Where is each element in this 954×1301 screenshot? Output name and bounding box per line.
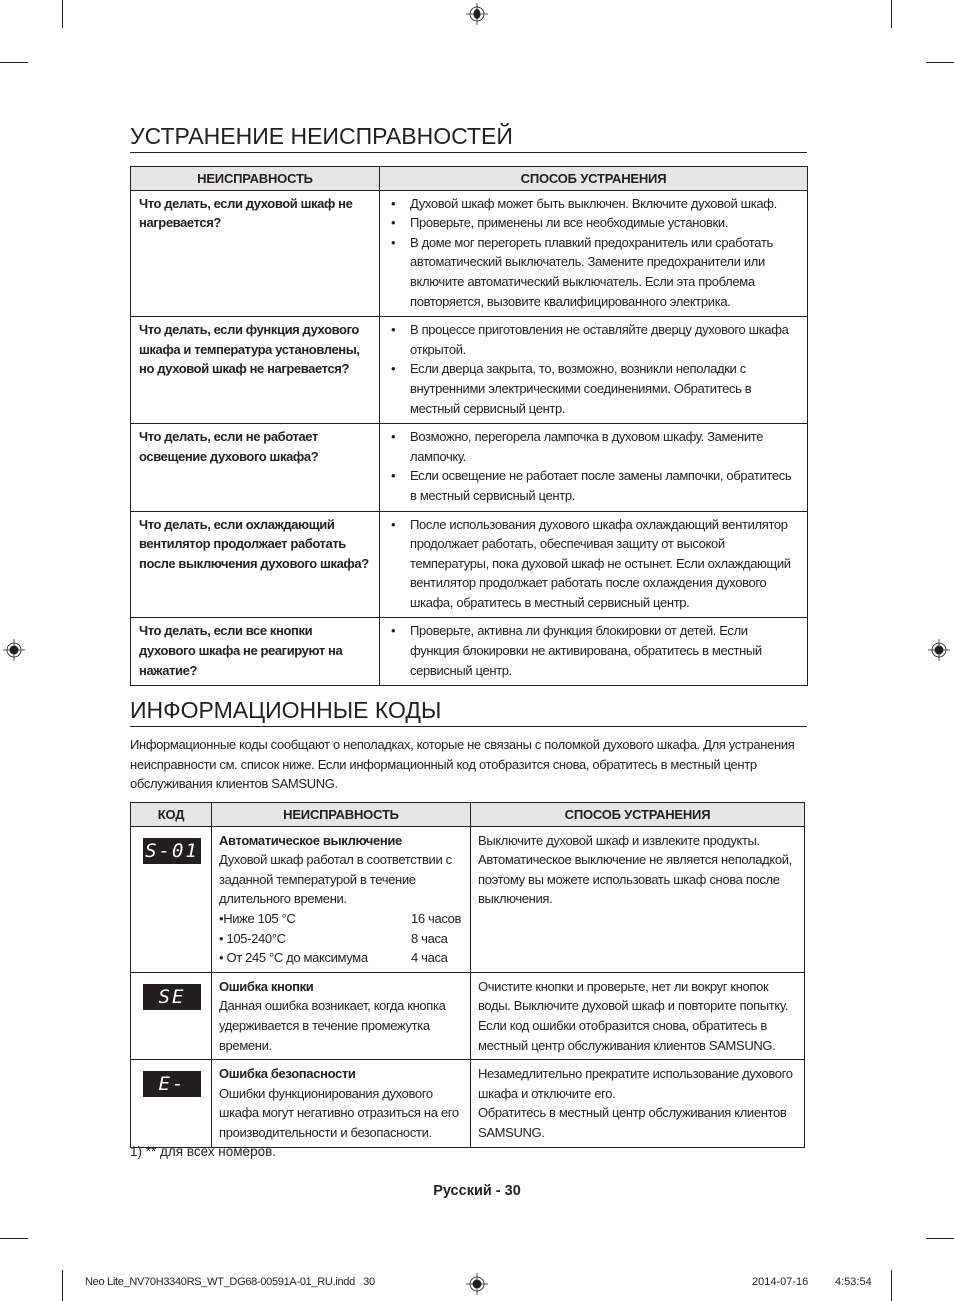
- registration-mark-icon: [466, 3, 488, 25]
- solution-cell: [471, 1060, 805, 1147]
- column-header-code: КОД: [131, 803, 212, 827]
- solution-item: • После использования духового шкафа охлаждающий вентилятор продолжает работать, обеспечивая защиту от высокой температуры, пока духовой шкаф не остынет. Если охлаждающий вентилятор продолжает работать после охлаждения духового шкафа, обратитесь в местный сервисный центр.: [388, 515, 799, 613]
- footnote: 1) ** для всех номеров.: [130, 1144, 277, 1159]
- code-cell: [131, 826, 212, 972]
- crop-mark: [0, 62, 28, 63]
- code-cell: [131, 972, 212, 1059]
- table-row: [131, 1060, 805, 1147]
- crop-mark: [891, 0, 892, 28]
- table-header-row: [131, 803, 805, 827]
- timing-row: [219, 909, 463, 929]
- code-value: E-**: [153, 1073, 186, 1122]
- problem-cell: Что делать, если охлаждающий вентилятор продолжает работать после выключения духового шкафа?: [131, 511, 380, 618]
- problem-cell: [212, 972, 471, 1059]
- crop-mark: [62, 0, 63, 28]
- problem-text: Данная ошибка возникает, когда кнопка удерживается в течение промежутка времени.: [219, 998, 446, 1053]
- problem-title: Ошибка безопасности: [219, 1066, 356, 1082]
- troubleshooting-table: [130, 166, 808, 686]
- page-number: Русский - 30: [433, 1183, 521, 1199]
- solution-line: Незамедлительно прекратите использование духового шкафа и отключите его.: [478, 1066, 793, 1101]
- problem-cell: [212, 826, 471, 972]
- column-header-solution: СПОСОБ УСТРАНЕНИЯ: [471, 803, 805, 827]
- table-row: [131, 972, 805, 1059]
- print-slug-date: 2014-07-16: [752, 1276, 809, 1288]
- crop-mark: [926, 62, 954, 63]
- crop-mark: [926, 1238, 954, 1239]
- info-codes-table: [130, 802, 805, 1148]
- problem-cell: Что делать, если функция духового шкафа и температура установлены, но духовой шкаф не нагревается?: [131, 317, 380, 424]
- solution-cell: Очистите кнопки и проверьте, нет ли вокруг кнопок воды. Выключите духовой шкаф и повторите попытку. Если код ошибки отобразится снова, обратитесь в местный центр обслуживания клиентов SAMSUNG.: [471, 972, 805, 1059]
- problem-text: Ошибки функционирования духового шкафа могут негативно отразиться на его производительности и безопасности.: [219, 1085, 459, 1140]
- lcd-code-display: [143, 838, 201, 864]
- problem-title: Ошибка кнопки: [219, 978, 314, 994]
- table-row: [131, 317, 808, 424]
- code-value: S-01: [145, 839, 199, 862]
- solution-cell: [380, 424, 808, 511]
- code-cell: [131, 1060, 212, 1147]
- crop-mark: [0, 1238, 28, 1239]
- solution-line: Обратитесь в местный центр обслуживания клиентов SAMSUNG.: [478, 1105, 787, 1140]
- problem-cell: [212, 1060, 471, 1147]
- problem-cell: Что делать, если духовой шкаф не нагревается?: [131, 190, 380, 317]
- crop-mark: [62, 1270, 63, 1301]
- solution-item: • Проверьте, применены ли все необходимые установки.: [388, 213, 799, 233]
- column-header-solution: СПОСОБ УСТРАНЕНИЯ: [380, 167, 808, 191]
- registration-mark-icon: [928, 639, 950, 661]
- solution-item: • Если освещение не работает после замены лампочки, обратитесь в местный сервисный центр.: [388, 466, 799, 505]
- solution-item: • Духовой шкаф может быть выключен. Включите духовой шкаф.: [388, 194, 799, 214]
- solution-item: • Если дверца закрыта, то, возможно, возникли неполадки с внутренними электрическими соединениями. Обратитесь в местный сервисный центр.: [388, 359, 799, 418]
- section-title-troubleshooting: УСТРАНЕНИЕ НЕИСПРАВНОСТЕЙ: [130, 123, 807, 153]
- table-row: [131, 190, 808, 317]
- info-codes-intro: Информационные коды сообщают о неполадках, которые не связаны с поломкой духового шкафа. Для устранения неисправности см. список ниже. Если информационный код отобразится снова, обратитесь в местный центр обслуживания клиентов SAMSUNG.: [130, 737, 795, 791]
- solution-cell: [380, 511, 808, 618]
- timing-row: [219, 948, 463, 968]
- timing-range: • 105-240°C: [219, 930, 286, 946]
- print-slug-time: 4:53:54: [835, 1276, 872, 1288]
- column-header-problem: НЕИСПРАВНОСТЬ: [212, 803, 471, 827]
- solution-item: • Проверьте, активна ли функция блокировки от детей. Если функция блокировки не активирована, обратитесь в местный сервисный центр.: [388, 621, 799, 680]
- solution-item: • В доме мог перегореть плавкий предохранитель или сработать автоматический выключатель. Замените предохранители или включите автоматический выключатель. Если эта проблема повторяется, вызовите квалифицированного электрика.: [388, 233, 799, 311]
- timing-duration: 8 часа: [411, 930, 448, 946]
- solution-cell: [380, 190, 808, 317]
- registration-mark-icon: [3, 639, 25, 661]
- footnote-marker: 1): [180, 1100, 191, 1110]
- problem-text: Духовой шкаф работал в соответствии с заданной температурой в течение длительного времени.: [219, 852, 452, 907]
- problem-cell: Что делать, если все кнопки духового шкафа не реагируют на нажатие?: [131, 618, 380, 686]
- table-row: [131, 511, 808, 618]
- table-row: [131, 618, 808, 686]
- crop-mark: [891, 1270, 892, 1301]
- table-header-row: [131, 167, 808, 191]
- problem-title: Автоматическое выключение: [219, 832, 402, 848]
- timing-duration: 4 часа: [411, 950, 448, 966]
- timing-range: •Ниже 105 °C: [219, 910, 296, 926]
- print-slug-filename: Neo Lite_NV70H3340RS_WT_DG68-00591A-01_RU.indd 30: [85, 1276, 375, 1288]
- code-value: SE: [158, 985, 186, 1008]
- solution-cell: [380, 618, 808, 686]
- solution-item: • Возможно, перегорела лампочка в духовом шкафу. Замените лампочку.: [388, 427, 799, 466]
- column-header-problem: НЕИСПРАВНОСТЬ: [131, 167, 380, 191]
- lcd-code-display: [143, 1071, 201, 1122]
- table-row: [131, 424, 808, 511]
- problem-cell: Что делать, если не работает освещение духового шкафа?: [131, 424, 380, 511]
- table-row: [131, 826, 805, 972]
- timing-row: [219, 929, 463, 949]
- timing-range: • От 245 °C до максимума: [219, 950, 368, 966]
- lcd-code-display: [143, 984, 201, 1010]
- section-title-info-codes: ИНФОРМАЦИОННЫЕ КОДЫ: [130, 697, 807, 727]
- registration-mark-icon: [466, 1273, 488, 1295]
- solution-cell: Выключите духовой шкаф и извлеките продукты. Автоматическое выключение не является неполадкой, поэтому вы можете использовать шкаф снова после выключения.: [471, 826, 805, 972]
- solution-item: • В процессе приготовления не оставляйте дверцу духового шкафа открытой.: [388, 320, 799, 359]
- solution-cell: [380, 317, 808, 424]
- timing-duration: 16 часов: [411, 910, 462, 926]
